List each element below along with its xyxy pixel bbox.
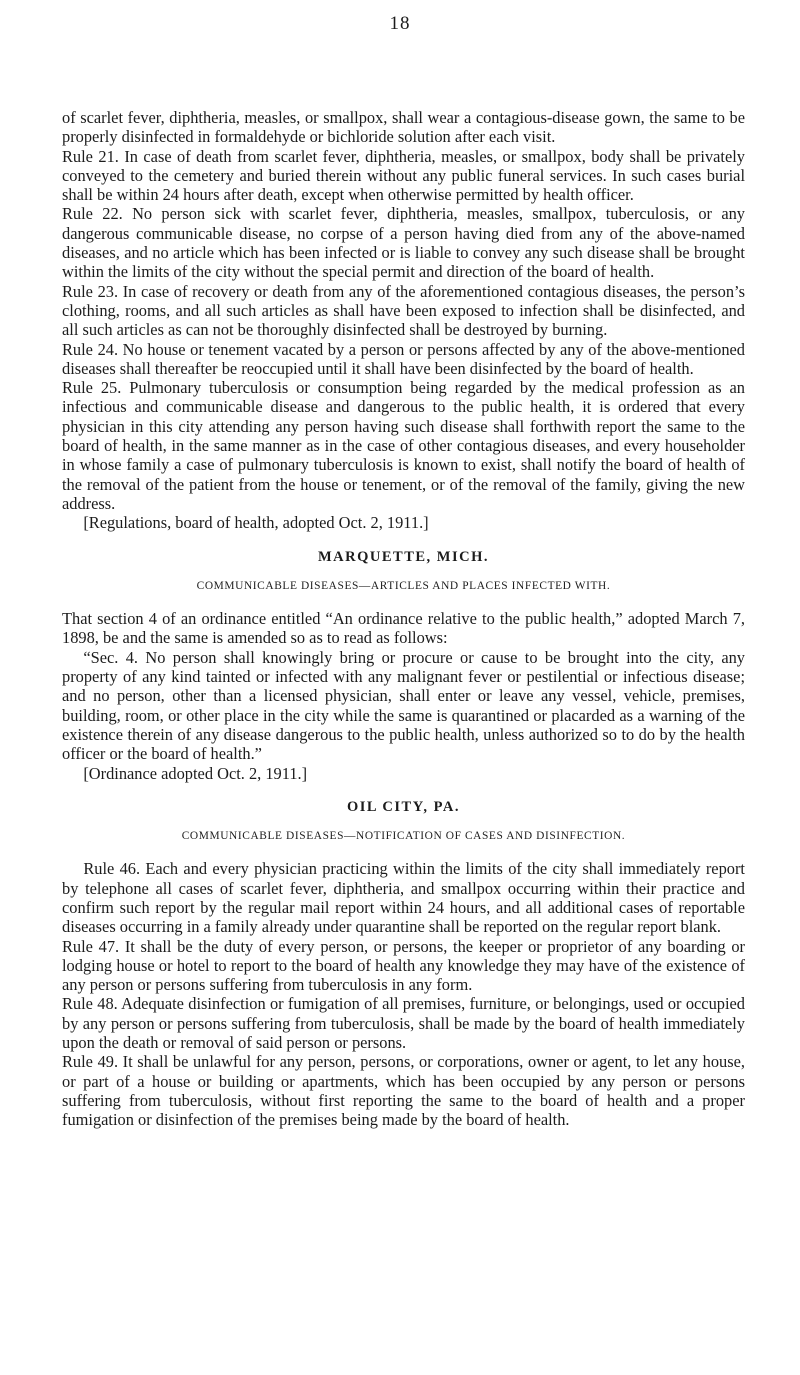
paragraph-rule-22: Rule 22. No person sick with scarlet fever, diphtheria, measles, smallpox, tuberculosis, or any dangerous communicable disease, no corpse of a person having died from any of the above-named diseases, and no article which has been infected or is liable to convey any such disease shall be brought within the limits of the city without the special permit and direction of the board of health. <box>62 204 745 282</box>
paragraph-rule-49: Rule 49. It shall be unlawful for any person, persons, or corporations, owner or agent, to let any house, or part of a house or building or apartments, which has been occupied by any person or persons suffering from tuberculosis, without first reporting the same to the board of health and a proper fumigation or disinfection of the premises being made by the board of health. <box>62 1052 745 1130</box>
paragraph-rule-21: Rule 21. In case of death from scarlet fever, diphtheria, measles, or smallpox, body shall be privately conveyed to the cemetery and buried therein without any public funeral services. In such cases burial shall be within 24 hours after death, except when otherwise permitted by health officer. <box>62 146 745 205</box>
city-heading-marquette: MARQUETTE, MICH. <box>317 548 490 565</box>
paragraph-continuation: of scarlet fever, diphtheria, measles, or smallpox, shall wear a contagious-disease gown, the same to be properly disinfected in formaldehyde or bichloride solution after each visit. <box>62 108 745 147</box>
subheading-notification: COMMUNICABLE DISEASES—NOTIFICATION OF CASES AND DISINFECTION. <box>181 830 626 843</box>
subheading-articles-places: COMMUNICABLE DISEASES—ARTICLES AND PLACES INFECTED WITH. <box>196 579 611 592</box>
paragraph-rule-46: Rule 46. Each and every physician practicing within the limits of the city shall immediately report by telephone all cases of scarlet fever, diphtheria, and smallpox occurring within their practice and confirm such report by the regular mail report within 24 hours, and all additional cases of reportable diseases occurring in a family already under quarantine shall be reported on the regular report blank. <box>62 859 745 937</box>
paragraph-rule-23: Rule 23. In case of recovery or death from any of the aforementioned contagious diseases, the person’s clothing, rooms, and all such articles as shall have been exposed to infection shall be disinfected, and all such articles as can not be thoroughly disinfected shall be destroyed by burning. <box>62 281 745 340</box>
document-body <box>62 108 745 1130</box>
citation-ordinance: [Ordinance adopted Oct. 2, 1911.] <box>83 763 308 783</box>
paragraph-ordinance-intro: That section 4 of an ordinance entitled “An ordinance relative to the public health,” adopted March 7, 1898, be and the same is amended so as to read as follows: <box>62 609 745 648</box>
city-heading-oil-city: OIL CITY, PA. <box>347 798 460 815</box>
paragraph-section-4: “Sec. 4. No person shall knowingly bring or procure or cause to be brought into the city, any property of any kind tainted or infected with any malignant fever or pestilential or infectious disease; and no person, other than a licensed physician, shall enter or leave any vessel, vehicle, premises, building, room, or other place in the city while the same is quarantined or placarded as a warning of the existence therein of any disease dangerous to the public health, unless authorized so to do by the health officer or the board of health.” <box>62 647 745 764</box>
paragraph-rule-47: Rule 47. It shall be the duty of every person, or persons, the keeper or proprietor of any boarding or lodging house or hotel to report to the board of health any knowledge they may have of the existence of any person or persons suffering from tuberculosis in any form. <box>62 936 745 995</box>
paragraph-rule-24: Rule 24. No house or tenement vacated by a person or persons affected by any of the above-mentioned diseases shall thereafter be reoccupied until it shall have been disinfected by the board of health. <box>62 339 745 378</box>
citation-regulations: [Regulations, board of health, adopted Oct. 2, 1911.] <box>83 513 429 533</box>
paragraph-rule-48: Rule 48. Adequate disinfection or fumigation of all premises, furniture, or belongings, used or occupied by any person or persons suffering from tuberculosis, shall be made by the board of health immediately upon the death or removal of said person or persons. <box>62 994 745 1053</box>
page-number: 18 <box>389 13 411 34</box>
paragraph-rule-25: Rule 25. Pulmonary tuberculosis or consumption being regarded by the medical profession as an infectious and communicable disease and dangerous to the public health, it is ordered that every physician in this city attending any person having such disease shall forthwith report the same to the board of health, in the same manner as in the case of other contagious diseases, and every householder in whose family a case of pulmonary tuberculosis is known to exist, shall notify the board of health of the removal of the patient from the house or tenement, or of the removal of the family, giving the new address. <box>62 378 745 513</box>
